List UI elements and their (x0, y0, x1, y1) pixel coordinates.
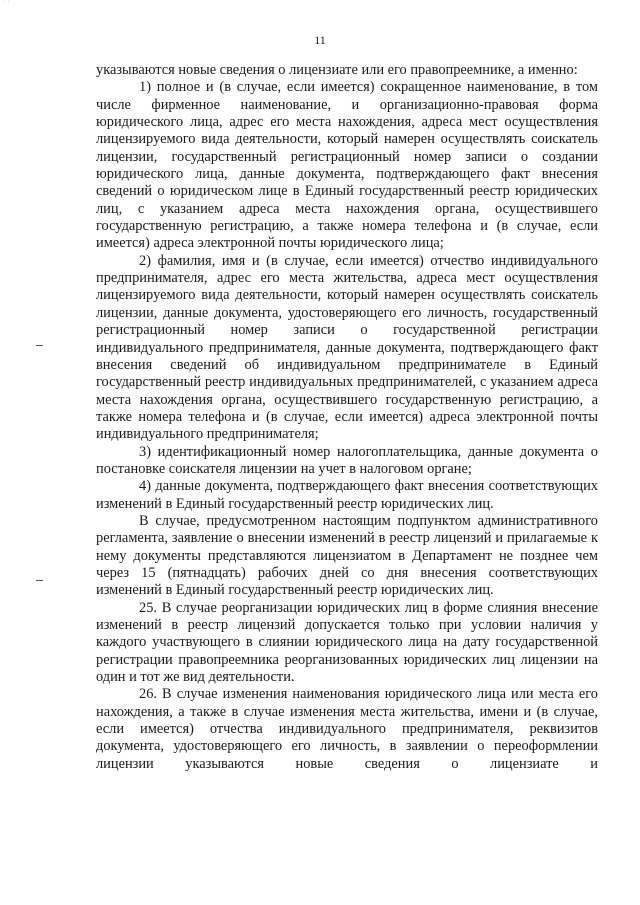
page-number: 11 (314, 33, 326, 47)
paragraph-item-2: 2) фамилия, имя и (в случае, если имеется) отчество индивидуального предпринимателя, адрес его места жительства, адреса мест осуществления лицензируемого вида деятельности, который намерен осуществлять соискатель лицензии, данные документа, удостоверяющего его личность, государственный регистрационный номер записи о государственной регистрации индивидуального предпринимателя, данные документа, подтверждающего факт внесения сведений об индивидуальном предпринимателе в Единый государственный реестр индивидуальных предпринимателей, с указанием адреса места нахождения органа, осуществившего государственную регистрацию, а также номера телефона и (в случае, если имеется) адреса электронной почты индивидуального предпринимателя; (96, 252, 598, 443)
paragraph-item-3: 3) идентификационный номер налогоплательщика, данные документа о постановке соискателя лицензии на учет в налоговом органе; (96, 443, 598, 477)
paragraph-section-26: 26. В случае изменения наименования юридического лица или места его нахождения, а также в случае изменения места жительства, имени и (в случае, если имеется) отчества индивидуального предпринимателя, реквизитов документа, удостоверяющего его личность, в заявлении о переоформлении лицензии указываются новые сведения о лицензиате и (96, 686, 598, 772)
scan-corner-mark: · · (2, 0, 11, 5)
paragraph-continuation: указываются новые сведения о лицензиате или его правопреемнике, а именно: (96, 62, 578, 78)
document-body (96, 62, 598, 773)
paragraph-section-25: 25. В случае реорганизации юридических лиц в форме слияния внесение изменений в реестр лицензий допускается только при условии наличия у каждого участвующего в слиянии юридического лица на дату государственной регистрации правопреемника реорганизованных юридических лиц лицензии на один и тот же вид деятельности. (96, 599, 598, 686)
margin-mark (36, 580, 43, 581)
paragraph-case-note: В случае, предусмотренном настоящим подпунктом административного регламента, заявление о внесении изменений в реестр лицензий и прилагаемые к нему документы представляются лицензиатом в Департамент не позднее чем через 15 (пятнадцать) рабочих дней со дня внесения соответствующих изменений в Единый государственный реестр юридических лиц. (96, 512, 598, 599)
paragraph-item-4: 4) данные документа, подтверждающего факт внесения соответствующих изменений в Единый государственный реестр юридических лиц. (96, 478, 598, 512)
margin-mark (36, 345, 43, 346)
paragraph-item-1: 1) полное и (в случае, если имеется) сокращенное наименование, в том числе фирменное наименование, и организационно-правовая форма юридического лица, адрес его места нахождения, адреса мест осуществления лицензируемого вида деятельности, который намерен осуществлять соискатель лицензии, государственный регистрационный номер записи о создании юридического лица, данные документа, подтверждающего факт внесения сведений о юридическом лице в Единый государственный реестр юридических лиц, с указанием адреса места нахождения органа, осуществившего государственную регистрацию, а также номера телефона и (в случае, если имеется) адреса электронной почты юридического лица; (96, 79, 598, 252)
